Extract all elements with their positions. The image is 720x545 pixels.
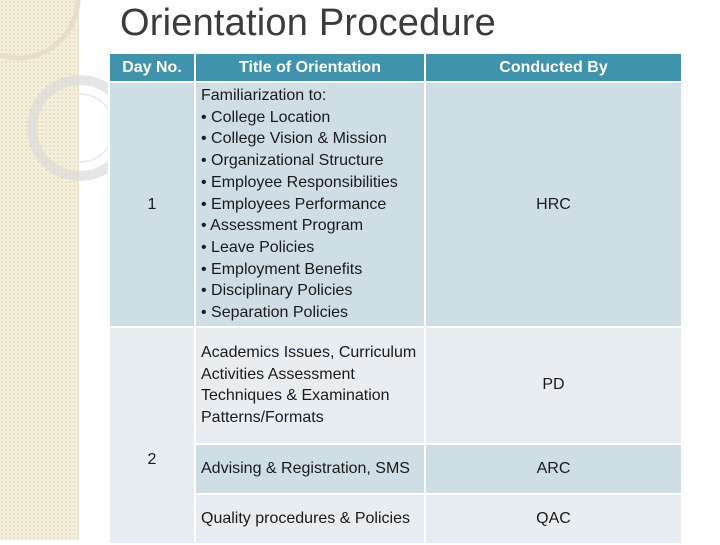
list-item: • Employee Responsibilities — [201, 173, 398, 191]
ring-top — [0, 0, 78, 58]
list-intro: Familiarization to: — [201, 87, 327, 104]
title-cell: Advising & Registration, SMS — [195, 444, 425, 494]
conducted-by-cell: QAC — [425, 494, 682, 544]
conducted-by-cell: ARC — [425, 444, 682, 494]
conducted-by-cell: HRC — [425, 82, 682, 327]
table-header-row — [109, 53, 682, 82]
page-title: Orientation Procedure — [120, 2, 496, 44]
list-item: • Leave Policies — [201, 238, 315, 256]
list-item: • Assessment Program — [201, 217, 364, 235]
day-cell: 2 — [109, 327, 195, 544]
title-cell — [195, 82, 425, 327]
ring-inner — [46, 94, 114, 162]
title-cell: Quality procedures & Policies — [195, 494, 425, 544]
header-title: Title of Orientation — [195, 53, 425, 82]
table-row — [109, 444, 682, 494]
header-conducted-by: Conducted By — [425, 53, 682, 82]
list-item: • College Location — [201, 108, 331, 126]
day-cell: 1 — [109, 82, 195, 327]
decorative-rings — [0, 0, 120, 260]
list-item: • Organizational Structure — [201, 152, 384, 170]
title-cell: Academics Issues, Curriculum Activities Assessment Techniques & Examination Patterns/Formats — [195, 327, 425, 444]
list-item: • Separation Policies — [201, 304, 349, 322]
list-item: • Employment Benefits — [201, 260, 363, 278]
list-item: • Employees Performance — [201, 195, 387, 213]
list-item: • Disciplinary Policies — [201, 282, 353, 300]
conducted-by-cell: PD — [425, 327, 682, 444]
table-row — [109, 82, 682, 327]
orientation-table — [108, 52, 683, 545]
header-day: Day No. — [109, 53, 195, 82]
table-row — [109, 327, 682, 444]
list-item: • College Vision & Mission — [201, 130, 387, 148]
table-row — [109, 494, 682, 544]
